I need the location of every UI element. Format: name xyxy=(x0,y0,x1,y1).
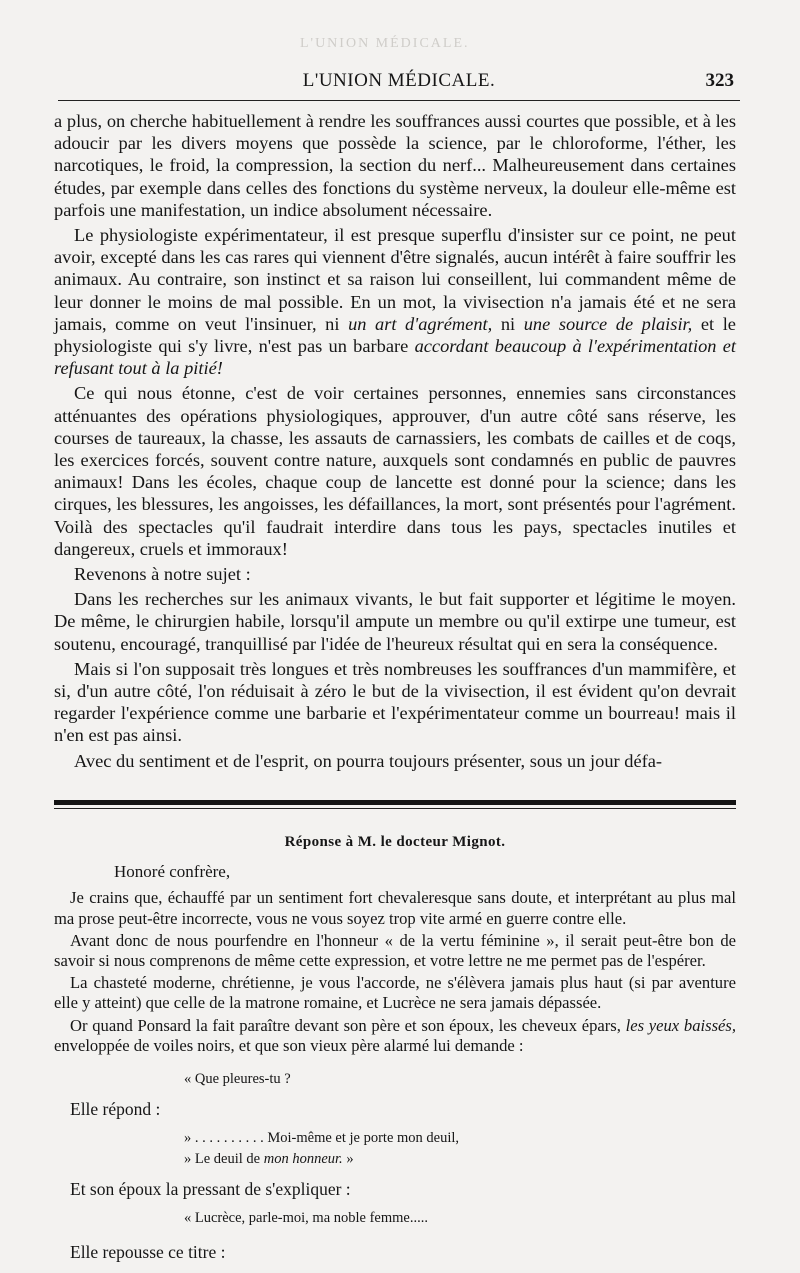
main-article xyxy=(54,110,736,775)
paragraph-2-text-a: Le physiologiste expérimentateur, il est presque superflu d'insister sur ce point, ne peut avoir, excepté dans les cas rares qui viennent d'être signalés, aucun intérêt à faire souffrir les animaux. Au contraire, son instinct et sa raison lui conseillent, lui commandent même de leur donner le moins de mal possible. En un mot, la vivisection n'a jamais été et ne sera jamais, comme on veut l'insinuer, ni xyxy=(54,225,736,334)
verse-quote-2: » . . . . . . . . . . Moi-même et je porte mon deuil, xyxy=(184,1130,460,1147)
letter-title: Réponse à M. le docteur Mignot. xyxy=(284,834,506,850)
paragraph-2-text-b: ni xyxy=(492,313,524,334)
verse-quote-3-text-a: » Le deuil de xyxy=(184,1151,264,1168)
narration-reply-2: Et son époux la pressant de s'expliquer : xyxy=(70,1179,351,1200)
verse-quote-4: « Lucrèce, parle-moi, ma noble femme..... xyxy=(184,1210,428,1227)
page-header xyxy=(58,70,740,98)
verse-quote-3-italic: mon honneur. xyxy=(263,1151,343,1168)
paragraph-2-italic-a: un art d'agrément, xyxy=(348,313,493,334)
paragraph-2-text-c: et le physiologiste qui s'y livre, n'est pas un barbare xyxy=(54,313,736,357)
letter-paragraph-2: Avant donc de nous pourfendre en l'honneur « de la vertu féminine », il serait peut-être bon de savoir si nous comprenons de même cette expression, et votre lettre ne me permet pas de l'espérer. xyxy=(54,930,736,971)
running-title: L'UNION MÉDICALE. xyxy=(302,70,496,91)
letter-paragraph-3: La chasteté moderne, chrétienne, je vous l'accorde, ne s'élèvera jamais plus haut (si par aventure elle y atteint) que celle de la matrone romaine, et Lucrèce ne sera jamais dépassée. xyxy=(54,973,736,1013)
paragraph-2 xyxy=(54,224,736,379)
verse-quote-1: « Que pleures-tu ? xyxy=(184,1071,291,1088)
bleed-through-text: L'UNION MÉDICALE. xyxy=(300,36,470,51)
paragraph-2-italic-c: accordant beaucoup à l'expérimentation et refusant tout à la pitié! xyxy=(54,336,736,379)
letter-paragraph-1: Je crains que, échauffé par un sentiment fort chevaleresque sans doute, et interprétant au plus mal ma prose peut-être incorrecte, vous ne vous soyez trop vite armé en guerre contre elle. xyxy=(54,888,736,928)
verse-quote-3 xyxy=(184,1150,736,1169)
letter-paragraph-4-italic: les yeux baissés, xyxy=(625,1015,736,1035)
paragraph-6: Mais si l'on supposait très longues et très nombreuses les souffrances d'un mammifère, et si, d'un autre côté, l'on réduisait à zéro le but de la vivisection, il est évident qu'on devrait regarder l'expérience comme une barbarie et l'expérimentateur comme un bourreau! mais il n'en est pas ainsi. xyxy=(54,658,736,746)
letter-paragraph-4-text-b: enveloppée de voiles noirs, et que son vieux père alarmé lui demande : xyxy=(54,1035,524,1055)
narration-reply-3: Elle repousse ce titre : xyxy=(70,1242,226,1263)
header-rule xyxy=(58,100,740,101)
section-separator-thick xyxy=(54,800,736,805)
paragraph-1: a plus, on cherche habituellement à rendre les souffrances aussi courtes que possible, et à les adoucir par les divers moyens que possède la science, par le chloroforme, l'éther, les narcotiques, le froid, la compression, la section du nerf... Malheureusement dans certaines études, par exemple dans celles des fonctions du système nerveux, la douleur elle-même est parfois une manifestation, un indice absolument nécessaire. xyxy=(54,111,736,220)
letter-salutation: Honoré confrère, xyxy=(114,862,231,882)
paragraph-3: Ce qui nous étonne, c'est de voir certaines personnes, ennemies sans circonstances atténuantes des opérations physiologiques, approuver, d'un autre côté sans réserve, les courses de taureaux, la chasse, les assauts de carnassiers, les combats de cailles et de coqs, les exercices forcés, souvent contre nature, auxquels sont condamnés en public de pauvres animaux! Dans les écoles, chaque coup de lancette est donné pour la science; dans les cirques, les blessures, les angoisses, les défaillances, la mort, sont présentés pour l'agrément. Voilà des spectacles qu'il faudrait interdire dans tous les pays, spectacles inutiles et dangereux, cruels et immoraux! xyxy=(54,383,736,559)
page-number: 323 xyxy=(705,70,734,91)
letter-paragraph-4 xyxy=(54,1016,736,1056)
paragraph-4: Revenons à notre sujet : xyxy=(74,564,251,585)
paragraph-2-italic-b: une source de plaisir, xyxy=(523,313,693,334)
letter-section xyxy=(54,832,736,1273)
narration-reply-1: Elle répond : xyxy=(70,1099,161,1120)
section-separator-thin xyxy=(54,808,736,809)
verse-quote-3-text-b: » xyxy=(342,1151,354,1168)
paragraph-7: Avec du sentiment et de l'esprit, on pourra toujours présenter, sous un jour défa- xyxy=(74,750,663,771)
paragraph-5: Dans les recherches sur les animaux vivants, le but fait supporter et légitime le moyen. De même, le chirurgien habile, lorsqu'il ampute un membre ou qu'il extirpe une tumeur, est soutenu, encouragé, tranquillisé par l'idée de l'heureux résultat qui en sera la conséquence. xyxy=(54,589,736,654)
letter-paragraph-4-text-a: Or quand Ponsard la fait paraître devant son père et son époux, les cheveux épars, xyxy=(70,1015,626,1035)
